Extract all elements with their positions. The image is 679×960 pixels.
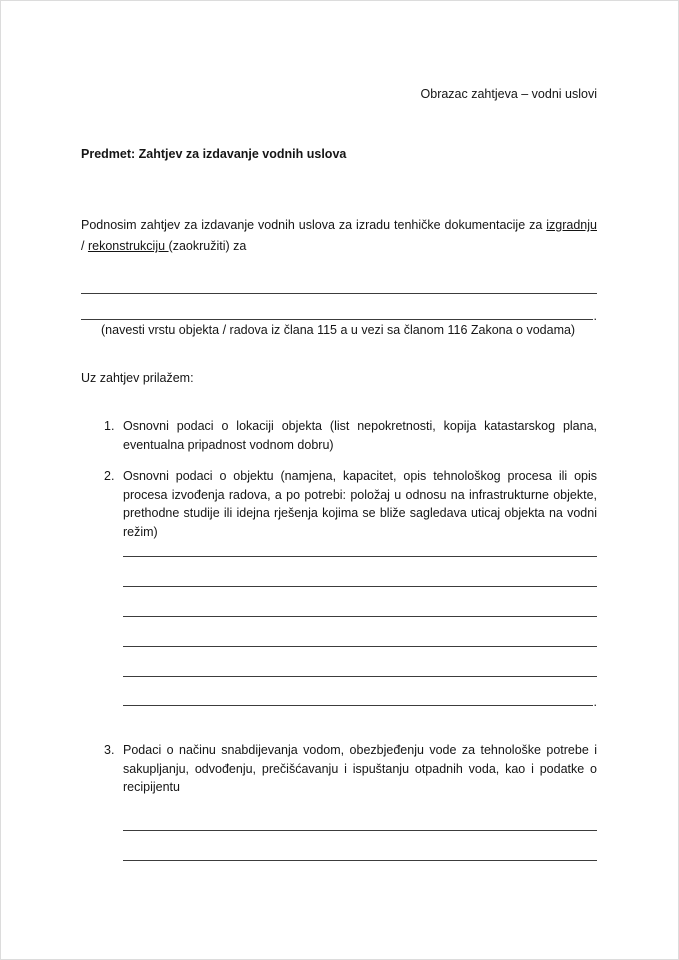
fill-in-line [123, 647, 597, 677]
subject-line: Predmet: Zahtjev za izdavanje vodnih uslova [81, 147, 347, 161]
list-item-text: Osnovni podaci o lokaciji objekta (list nepokretnosti, kopija katastarskog plana, eventualna pripadnost vodnom dobru) [123, 419, 597, 452]
intro-suffix: (zaokružiti) za [168, 239, 247, 253]
list-item-number: 3. [104, 743, 115, 757]
fill-in-line [123, 617, 597, 647]
list-item-body [123, 417, 597, 454]
intro-paragraph [81, 215, 597, 257]
fill-in-line [123, 676, 593, 706]
list-item-text: Osnovni podaci o objektu (namjena, kapacitet, opis tehnološkog procesa ili opis procesa izvođenja radova, a po potrebi: položaj u odnosu na infrastrukturne objekte, prethodne studije ili idejna rješenja kojima se bliže sagledava uticaj objekta na vodni režim) [123, 469, 597, 539]
fill-in-caption: (navesti vrstu objekta / radova iz člana 115 a u vezi sa članom 116 Zakona o vodama) [101, 323, 576, 337]
underlined-word-rekonstrukciju: rekonstrukciju [87, 239, 169, 253]
fill-in-line [123, 831, 597, 861]
fill-in-line [123, 541, 597, 557]
underlined-word-izgradnju: izgradnju [546, 218, 597, 232]
fill-line-period: . [593, 695, 597, 709]
attachments-heading: Uz zahtjev prilažem: [81, 371, 194, 385]
fill-in-line [81, 265, 597, 294]
list-item-body [123, 467, 597, 709]
intro-line-2 [81, 236, 597, 257]
fill-in-line-row [81, 294, 597, 323]
fill-in-line [123, 797, 597, 831]
form-header-note: Obrazac zahtjeva – vodni uslovi [420, 87, 597, 101]
list-item-body [123, 741, 597, 861]
list-item-text: Podaci o načinu snabdijevanja vodom, obezbjeđenju vode za tehnološke potrebe i sakupljanju, odvođenju, prečišćavanju i ispuštanju otpadnih voda, kao i podatke o recipijentu [123, 743, 597, 794]
intro-line-1 [81, 215, 597, 236]
list-item-number: 1. [104, 419, 115, 433]
list-item-1 [81, 417, 597, 454]
fill-in-line [123, 587, 597, 617]
fill-in-line-row [123, 677, 597, 709]
intro-text: Podnosim zahtjev za izdavanje vodnih uslova za izradu tenhičke dokumentacije za [81, 218, 547, 232]
fill-line-period: . [593, 309, 597, 323]
list-item-2 [81, 467, 597, 709]
fill-in-line [123, 557, 597, 587]
fill-in-line [81, 293, 593, 320]
list-item-3 [81, 741, 597, 861]
list-item-number: 2. [104, 469, 115, 483]
intro-slash: / [81, 239, 88, 253]
